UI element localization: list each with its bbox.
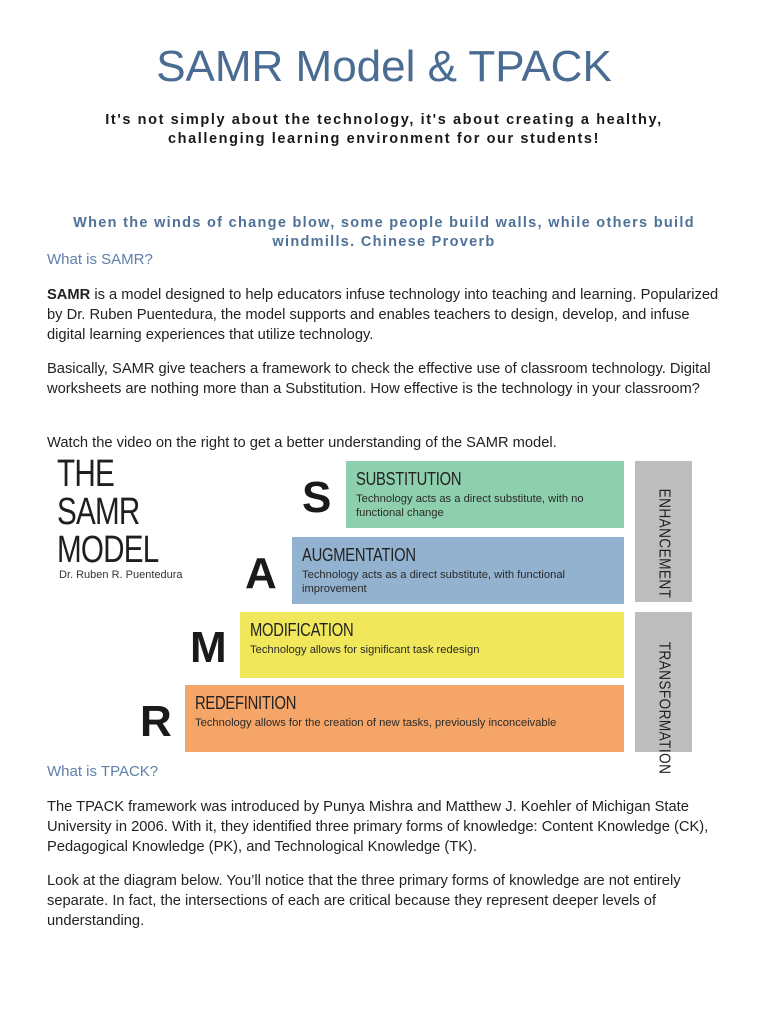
band-heading: SUBSTITUTION	[356, 469, 462, 489]
figure-title-line: SAMR	[57, 491, 140, 533]
samr-bold-term: SAMR	[47, 287, 91, 303]
samr-paragraph-1-text: is a model designed to help educators infuse technology into teaching and learning. Popularized by Dr. Ruben Puentedura, the model supports and enables teachers to design, develop, and infuse digital learning experiences that utilize technology.	[47, 287, 719, 343]
band-substitution	[346, 461, 624, 528]
band-heading: AUGMENTATION	[302, 545, 416, 565]
letter-a: A	[245, 549, 277, 598]
band-augmentation	[292, 537, 624, 604]
page-subtitle: It's not simply about the technology, it's about creating a healthy, challenging learning environment for our students!	[105, 112, 663, 147]
band-description: Technology acts as a direct substitute, with functional improvement	[302, 569, 566, 595]
samr-paragraph-2: Basically, SAMR give teachers a framework to check the effective use of classroom technology. Digital worksheets are nothing more than a Substitution. How effective is the technology in your classroom?	[47, 361, 711, 397]
samr-paragraph-1	[47, 285, 727, 345]
band-description: Technology acts as a direct substitute, with no functional change	[356, 493, 584, 519]
tpack-paragraph-2: Look at the diagram below. You’ll notice that the three primary forms of knowledge are not entirely separate. In fact, the intersections of each are critical because they represent deeper levels of understanding.	[47, 873, 681, 929]
band-modification	[240, 612, 624, 678]
samr-heading: What is SAMR?	[47, 251, 153, 268]
page-title: SAMR Model & TPACK	[156, 42, 612, 91]
figure-title	[57, 455, 174, 569]
side-label-text: TRANSFORMATION	[655, 641, 673, 775]
band-description: Technology allows for the creation of new tasks, previously inconceivable	[195, 717, 557, 729]
band-heading: MODIFICATION	[250, 620, 354, 640]
figure-title-line: THE	[57, 453, 114, 495]
proverb-quote: When the winds of change blow, some people build walls, while others build windmills. Chinese Proverb	[73, 215, 695, 250]
band-redefinition	[185, 685, 624, 752]
samr-paragraph-3: Watch the video on the right to get a better understanding of the SAMR model.	[47, 435, 557, 451]
band-description: Technology allows for significant task redesign	[250, 644, 480, 656]
side-label-transformation	[635, 612, 692, 775]
letter-m: M	[190, 623, 227, 672]
letter-r: R	[140, 697, 172, 746]
side-label-text: ENHANCEMENT	[655, 488, 673, 599]
letter-s: S	[302, 473, 332, 522]
figure-title-line: MODEL	[57, 529, 159, 571]
band-heading: REDEFINITION	[195, 693, 297, 713]
tpack-paragraph-1: The TPACK framework was introduced by Punya Mishra and Matthew J. Koehler of Michigan State University in 2006. With it, they identified three primary forms of knowledge: Content Knowledge (CK), Pedagogical Knowledge (PK), and Technological Knowledge (TK).	[47, 799, 709, 855]
tpack-heading: What is TPACK?	[47, 763, 159, 780]
figure-author: Dr. Ruben R. Puentedura	[59, 569, 183, 581]
side-label-enhancement	[635, 461, 692, 602]
